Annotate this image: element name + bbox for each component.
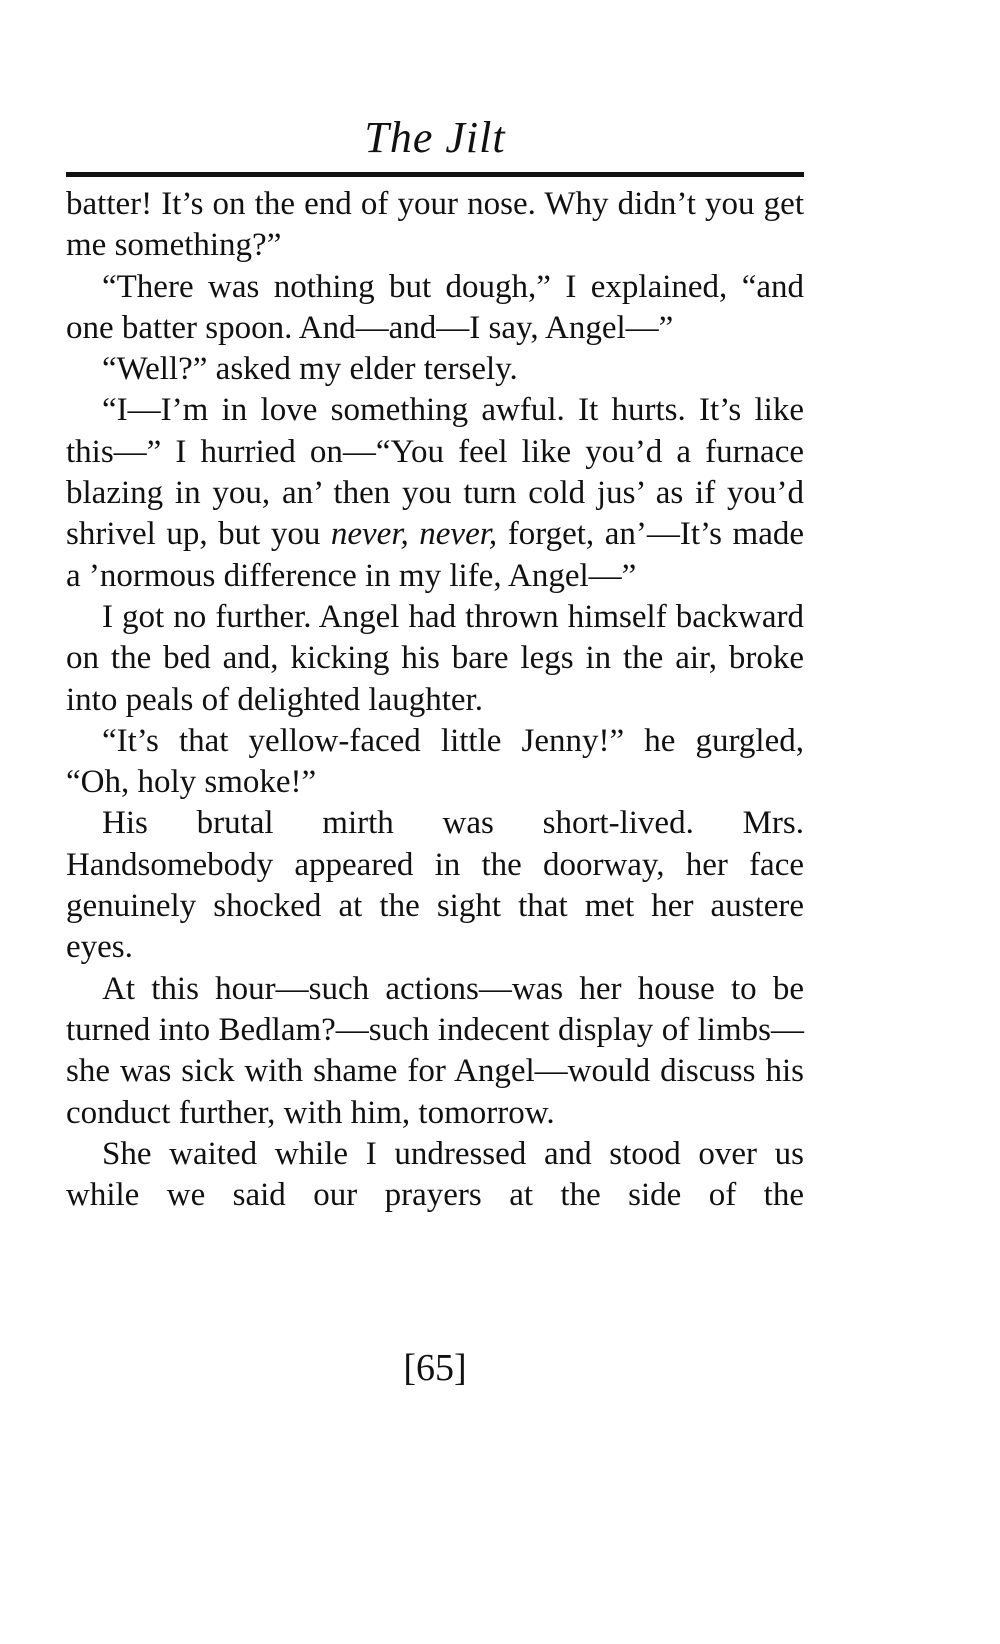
running-title: The Jilt [364,113,506,162]
paragraph-text: His brutal mirth was short-lived. Mrs. Handsomebody appeared in the doorway, her face genuinely shocked at the sight that met her austere eyes. [66,805,804,966]
paragraph-text: “I—I’m in love something awful. It hurts. It’s like this—” I hurried on—“You feel like you’d a furnace blazing in you, an’ then you turn cold jus’ as if you’d shrivel up, but you [66,392,804,553]
paragraph-text: forget, an’—It’s made a ’normous difference in my life, Angel—” [66,516,804,594]
paragraph-text: “It’s that yellow-faced little Jenny!” he gurgled, “Oh, holy smoke!” [66,722,804,801]
paragraph-text: batter! It’s on the end of your nose. Why didn’t you get me something?” [66,186,804,264]
paragraph-text: “Well?” asked my elder tersely. [102,351,518,388]
book-page [66,0,804,1644]
paragraph-9 [66,1134,804,1217]
paragraph-2 [66,267,804,350]
paragraph-text: I got no further. Angel had thrown himself backward on the bed and, kicking his bare legs in the air, broke into peals of delighted laughter. [66,598,804,718]
paragraph-1 [66,184,804,267]
paragraph-3 [66,349,804,390]
header-rule [66,172,804,177]
emphasis-text: never, never, [330,516,498,553]
paragraph-6 [66,721,804,804]
body-text [66,184,804,1216]
paragraph-5 [66,597,804,721]
paragraph-text: She waited while I undressed and stood over us while we said our prayers at the side of the [66,1135,804,1214]
paragraph-text: “There was nothing but dough,” I explained, “and one batter spoon. And—and—I say, Angel—” [66,268,804,346]
page-number: [65] [403,1347,467,1389]
paragraph-text: At this hour—such actions—was her house to be turned into Bedlam?—such indecent display of limbs—she was sick with shame for Angel—would discuss his conduct further, with him, tomorrow. [66,970,804,1131]
paragraph-8 [66,969,804,1134]
paragraph-4 [66,390,804,596]
paragraph-7 [66,803,804,968]
